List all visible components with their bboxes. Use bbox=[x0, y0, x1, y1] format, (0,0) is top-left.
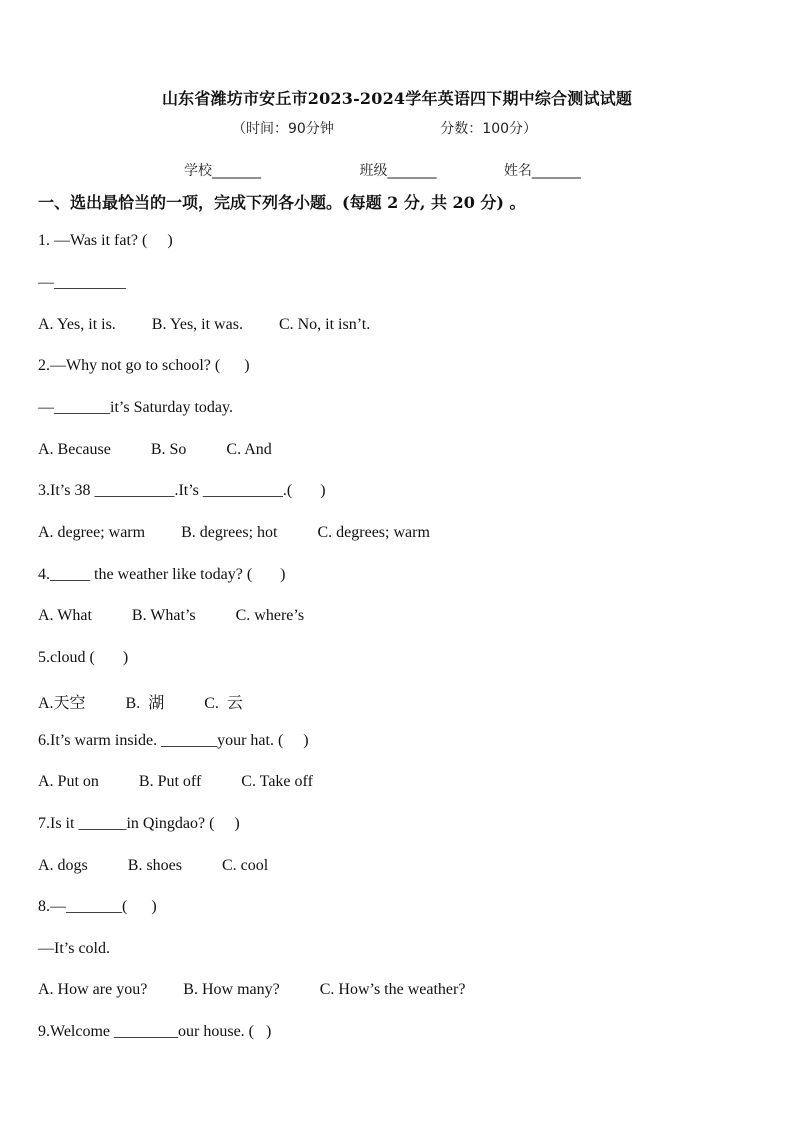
question-2-options: A. Because B. So C. And bbox=[38, 441, 272, 458]
question-4-stem: 4._____ the weather like today? ( ) bbox=[38, 566, 286, 583]
question-2-answer-line: —_______it’s Saturday today. bbox=[38, 399, 233, 416]
question-5-stem: 5.cloud ( ) bbox=[38, 649, 129, 666]
question-1-options: A. Yes, it is. B. Yes, it was. C. No, it isn’t. bbox=[38, 316, 371, 333]
question-4-options: A. What B. What’s C. where’s bbox=[38, 607, 305, 624]
question-3-options: A. degree; warm B. degrees; hot C. degrees; warm bbox=[38, 524, 430, 541]
class-field: 班级_______ bbox=[359, 163, 437, 179]
question-2-stem: 2.—Why not go to school? ( ) bbox=[38, 357, 250, 374]
school-field: 学校_______ bbox=[184, 163, 261, 179]
question-8-stem: 8.—_______( ) bbox=[38, 898, 157, 915]
time-limit: （时间：90分钟 bbox=[232, 121, 334, 137]
question-3-stem: 3.It’s 38 __________.It’s __________.( ) bbox=[38, 482, 326, 499]
question-1-stem: 1. —Was it fat? ( ) bbox=[38, 232, 173, 249]
total-score: 分数：100分） bbox=[440, 121, 538, 137]
question-9-stem: 9.Welcome ________our house. ( ) bbox=[38, 1023, 272, 1040]
question-5-options: A.天空 B. 湖 C. 云 bbox=[38, 695, 243, 712]
question-1-answer-line: —_________ bbox=[38, 274, 126, 291]
question-7-options: A. dogs B. shoes C. cool bbox=[38, 857, 269, 874]
page-title: 山东省潍坊市安丘市2023-2024学年英语四下期中综合测试试题 bbox=[161, 89, 633, 108]
question-6-options: A. Put on B. Put off C. Take off bbox=[38, 773, 313, 790]
exam-info bbox=[232, 118, 537, 138]
question-8-answer-line: —It’s cold. bbox=[38, 940, 110, 957]
student-info-fields bbox=[184, 160, 581, 180]
name-field: 姓名_______ bbox=[503, 163, 581, 179]
section-heading: 一、选出最恰当的一项，完成下列各小题。(每题 2 分, 共 20 分) 。 bbox=[38, 193, 526, 212]
question-8-options: A. How are you? B. How many? C. How’s the weather? bbox=[38, 981, 466, 998]
question-6-stem: 6.It’s warm inside. _______your hat. ( ) bbox=[38, 732, 309, 749]
question-7-stem: 7.Is it ______in Qingdao? ( ) bbox=[38, 815, 240, 832]
